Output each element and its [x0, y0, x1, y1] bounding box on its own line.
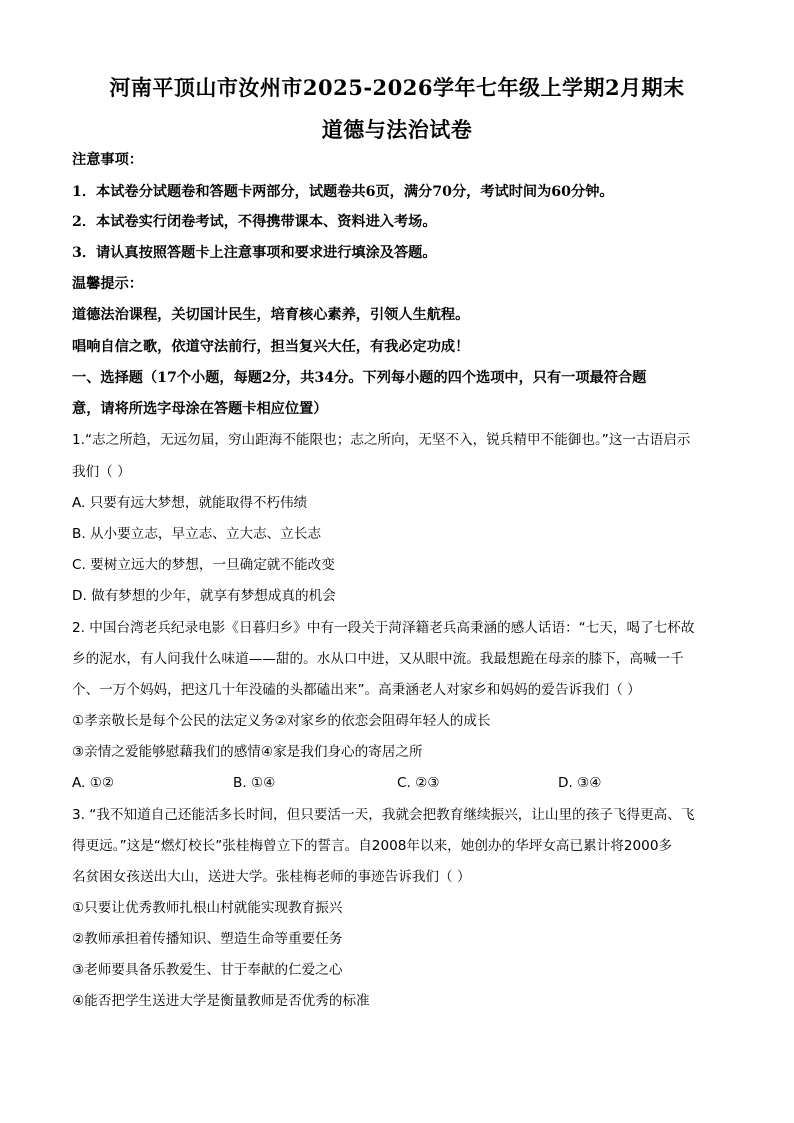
notice-heading: 注意事项： [72, 152, 143, 168]
q1-option-c: C. 要树立远大的梦想，一旦确定就不能改变 [72, 557, 335, 573]
q2-stem-line3: 个、一万个妈妈，把这几十年没磕的头都磕出来”。高秉涵老人对家乡和妈妈的爱告诉我们（ ） [72, 682, 641, 698]
notice-item-3: 3．请认真按照答题卡上注意事项和要求进行填涂及答题。 [72, 245, 437, 261]
notice-item-1: 1．本试卷分试题卷和答题卡两部分，试题卷共6页，满分70分，考试时间为60分钟。 [72, 184, 614, 200]
q3-stem-line3: 名贫困女孩送出大山，送进大学。张桂梅老师的事迹告诉我们（ ） [72, 869, 471, 885]
q3-statement-2: ②教师承担着传播知识、塑造生命等重要任务 [72, 931, 343, 947]
exam-title-line1: 河南平顶山市汝州市2025-2026学年七年级上学期2月期末 [109, 75, 685, 100]
q2-stem-line1: 2. 中国台湾老兵纪录电影《日暮归乡》中有一段关于菏泽籍老兵高秉涵的感人话语：“七天，喝了七杯故 [72, 620, 695, 636]
q2-option-a: A. ①② [72, 775, 115, 791]
q2-statements-line2: ③亲情之爱能够慰藉我们的感情④家是我们身心的寄居之所 [72, 744, 423, 760]
q3-stem-line2: 得更远。”这是“燃灯校长”张桂梅曾立下的誓言。自2008年以来，她创办的华坪女高已累计将2000多 [72, 838, 673, 854]
q1-stem-line1: 1.“志之所趋，无远勿届，穷山距海不能限也；志之所向，无坚不入，锐兵精甲不能御也。”这一古语启示 [72, 432, 691, 448]
q2-option-b: B. ①④ [233, 775, 276, 791]
exam-title-line2: 道德与法治试卷 [321, 117, 473, 142]
tips-line-1: 道德法治课程，关切国计民生，培育核心素养，引领人生航程。 [72, 307, 470, 323]
q1-option-d: D. 做有梦想的少年，就享有梦想成真的机会 [72, 588, 336, 604]
q1-option-b: B. 从小要立志，早立志、立大志、立长志 [72, 526, 322, 542]
q3-statement-1: ①只要让优秀教师扎根山村就能实现教育振兴 [72, 900, 343, 916]
q1-option-a: A. 只要有远大梦想，就能取得不朽伟绩 [72, 495, 308, 511]
tips-heading: 温馨提示： [72, 276, 143, 292]
notice-item-2: 2．本试卷实行闭卷考试，不得携带课本、资料进入考场。 [72, 214, 437, 230]
q3-statement-3: ③老师要具备乐教爱生、甘于奉献的仁爱之心 [72, 962, 343, 978]
q2-stem-line2: 乡的泥水，有人问我什么味道——甜的。水从口中进，又从眼中流。我最想跪在母亲的膝下，高喊一千 [72, 651, 684, 667]
q2-statements-line1: ①孝亲敬长是每个公民的法定义务②对家乡的依恋会阻碍年轻人的成长 [72, 713, 491, 729]
section-heading-line1: 一、选择题（17个小题，每题2分，共34分。下列每小题的四个选项中，只有一项最符合题 [72, 370, 647, 386]
q2-option-d: D. ③④ [558, 775, 602, 791]
section-heading-line2: 意，请将所选字母涂在答题卡相应位置） [72, 401, 328, 417]
q3-stem-line1: 3. “我不知道自己还能活多长时间，但只要活一天，我就会把教育继续振兴，让山里的孩子飞得更高、飞 [72, 807, 695, 823]
q3-statement-4: ④能否把学生送进大学是衡量教师是否优秀的标准 [72, 993, 370, 1009]
tips-line-2: 唱响自信之歌，依道守法前行，担当复兴大任，有我必定功成！ [72, 339, 470, 355]
q1-stem-line2: 我们（ ） [72, 464, 131, 480]
q2-option-c: C. ②③ [397, 775, 440, 791]
